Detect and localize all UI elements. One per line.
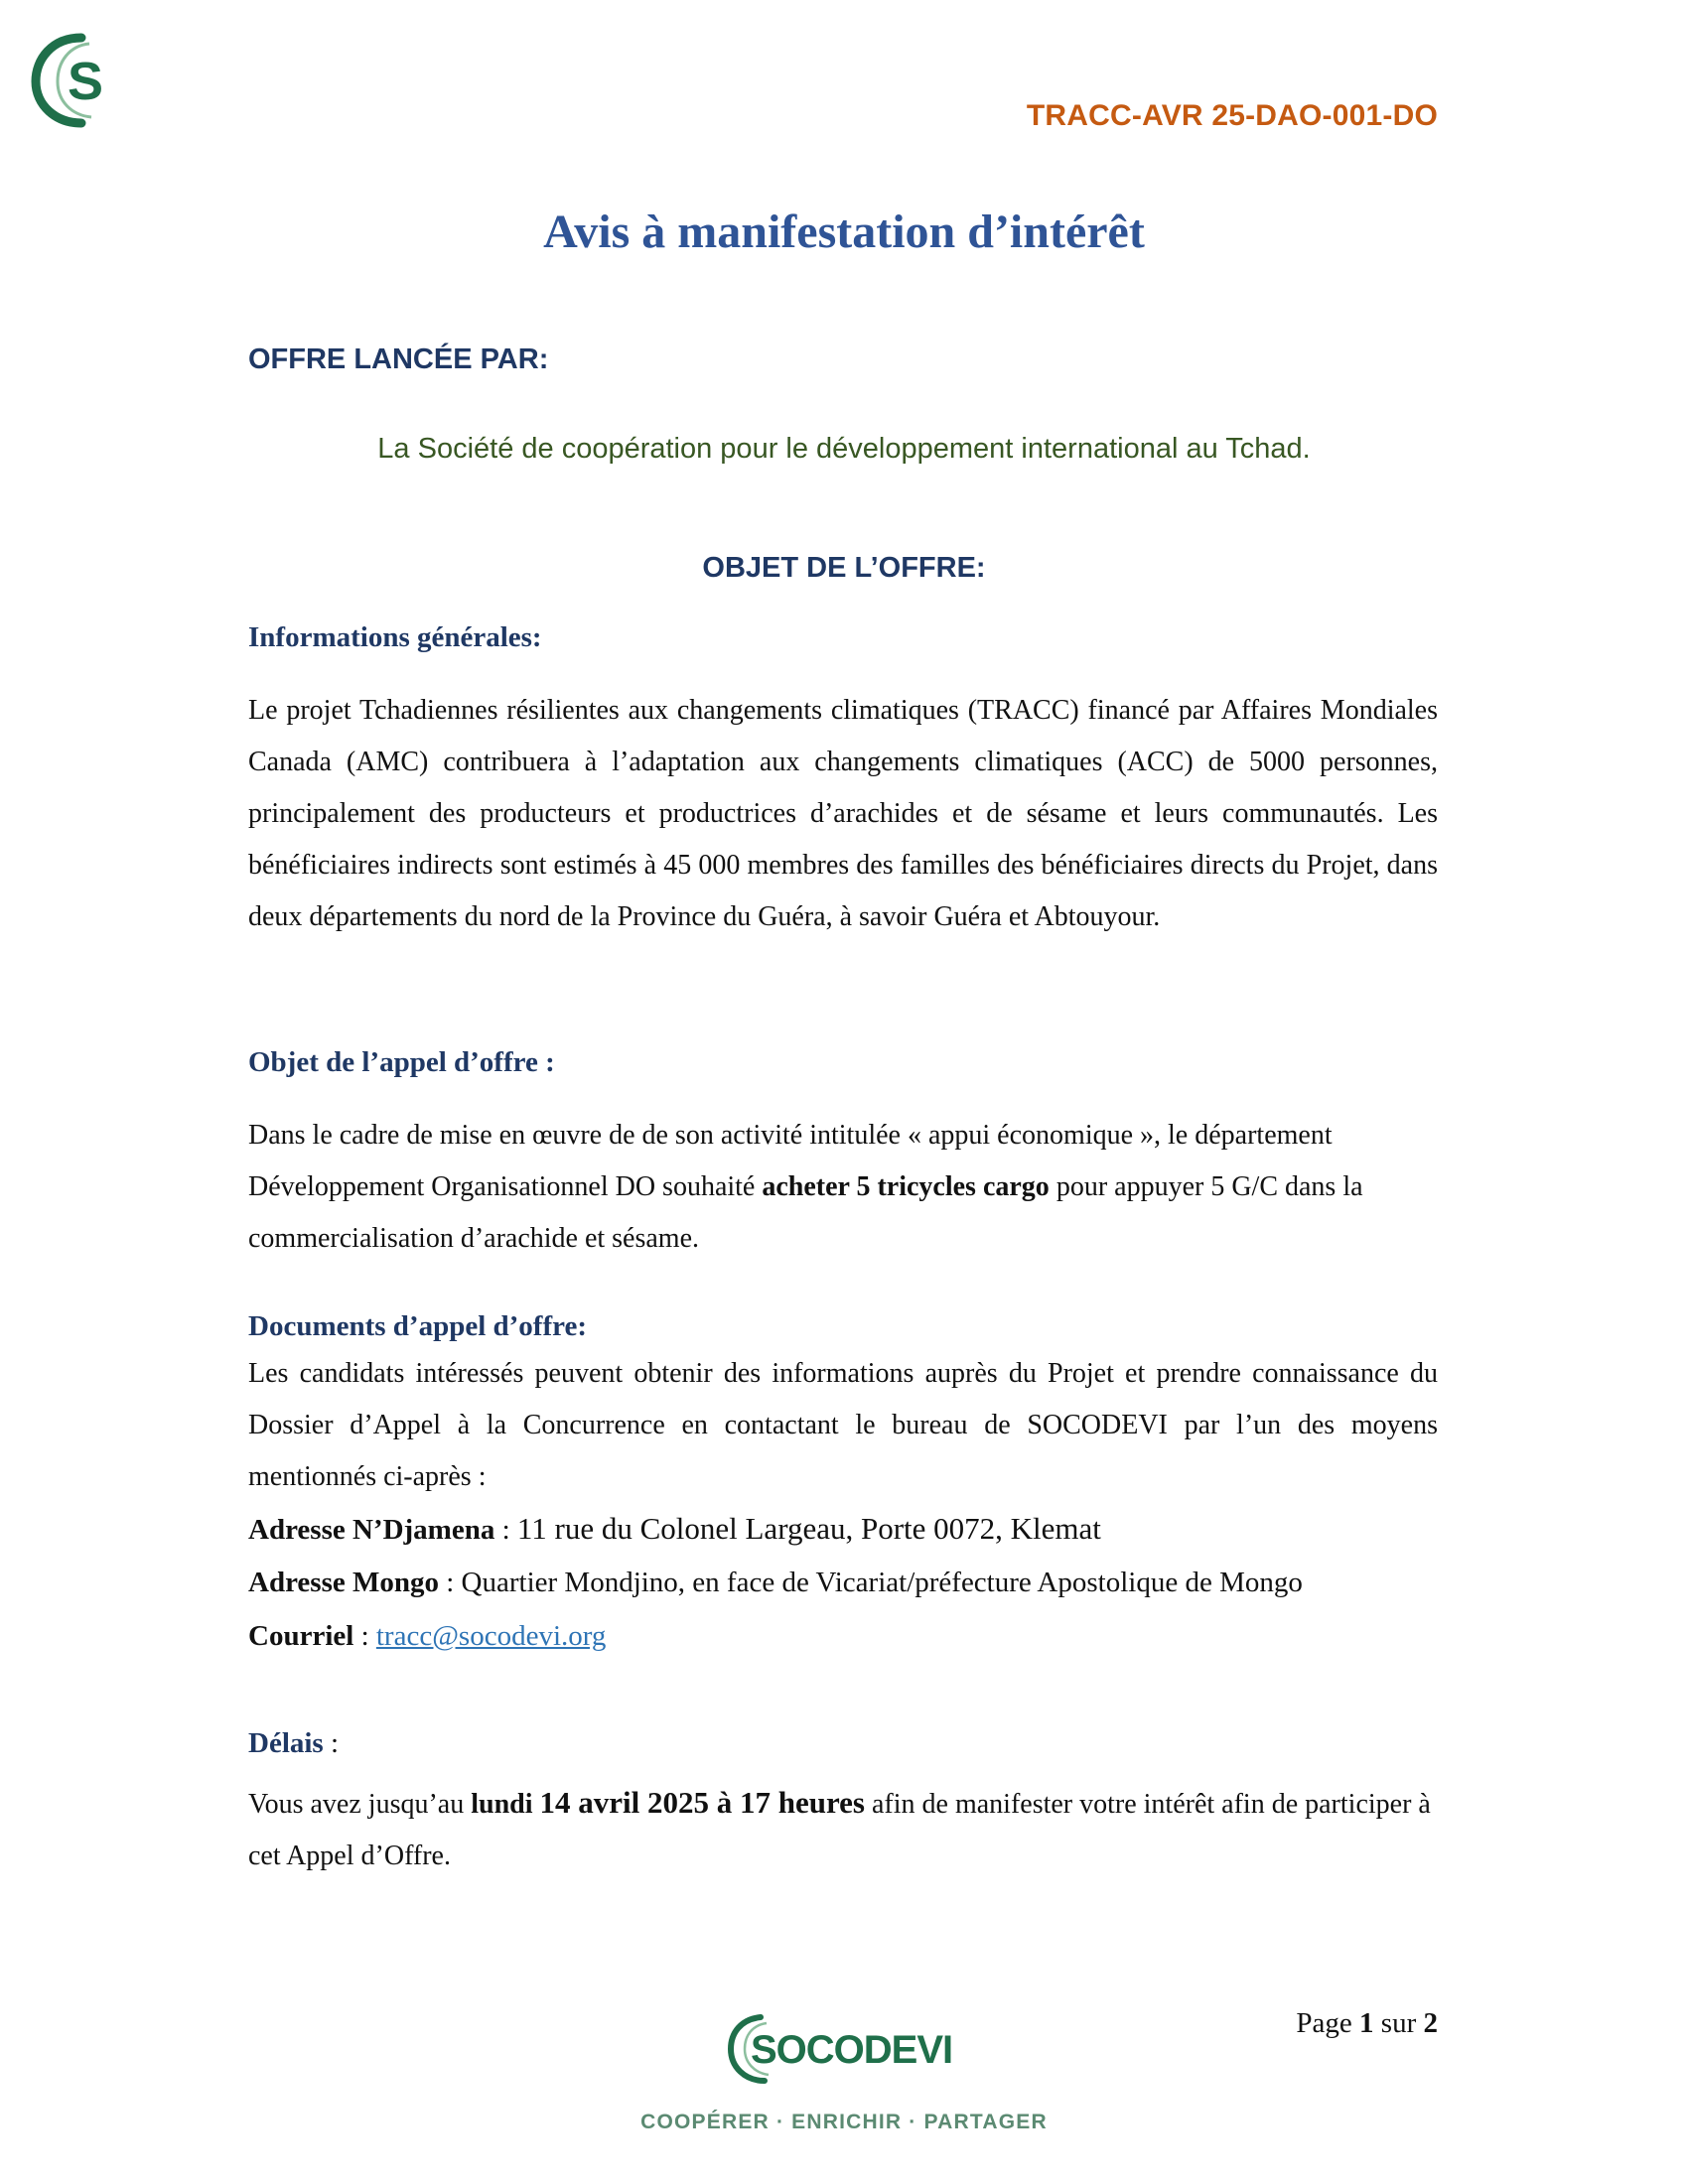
organization-name: La Société de coopération pour le développement international au Tchad. bbox=[377, 433, 1311, 465]
email-contact bbox=[248, 1620, 606, 1653]
email-link[interactable]: tracc@socodevi.org bbox=[375, 1620, 607, 1652]
general-info-heading: Informations générales: bbox=[248, 621, 542, 653]
footer-logo-text: SOCODEVI bbox=[751, 2028, 953, 2072]
address-ndjamena bbox=[248, 1511, 1101, 1547]
socodevi-logo-icon bbox=[30, 30, 121, 129]
document-reference: TRACC-AVR 25-DAO-001-DO bbox=[1026, 99, 1438, 132]
address-mongo bbox=[248, 1567, 1303, 1599]
page-title: Avis à manifestation d’intérêt bbox=[543, 205, 1145, 258]
separator: : bbox=[438, 1567, 462, 1598]
documents-paragraph: Les candidats intéressés peuvent obtenir des informations auprès du Projet et prendre connaissance du Dossier d’Appel à la Concurrence en contactant le bureau de SOCODEVI par l’un des moyens mentionnés ci-après : bbox=[248, 1358, 1438, 1492]
socodevi-footer-logo-icon bbox=[725, 2009, 963, 2089]
documents-heading: Documents d’appel d’offre: bbox=[248, 1310, 587, 1342]
deadline-day: lundi bbox=[471, 1789, 540, 1820]
deadline-heading-text: Délais bbox=[248, 1727, 324, 1759]
address-ndjamena-label: Adresse N’Djamena bbox=[248, 1514, 495, 1546]
page-number bbox=[1296, 2007, 1438, 2040]
page-total: 2 bbox=[1423, 2007, 1438, 2039]
deadline-paragraph bbox=[248, 1777, 1438, 1882]
deadline-heading bbox=[248, 1727, 339, 1760]
separator: : bbox=[353, 1620, 376, 1652]
tender-object-highlight: acheter 5 tricycles cargo bbox=[762, 1171, 1050, 1202]
offer-by-heading: OFFRE LANCÉE PAR: bbox=[248, 343, 549, 375]
tender-object-heading: Objet de l’appel d’offre : bbox=[248, 1046, 555, 1078]
address-ndjamena-value: 11 rue du Colonel Largeau, Porte 0072, Klemat bbox=[516, 1511, 1101, 1546]
tender-object-text-after: pour appuyer 5 G/C dans la commercialisation d’arachide et sésame. bbox=[248, 1171, 1363, 1254]
email-label: Courriel bbox=[248, 1620, 354, 1652]
tender-object-text-before: Dans le cadre de mise en œuvre de de son activité intitulée « appui économique », le département Développement Organisationnel DO souhaité bbox=[248, 1120, 1333, 1202]
deadline-text-before: Vous avez jusqu’au bbox=[248, 1789, 472, 1820]
page-of: sur bbox=[1373, 2007, 1424, 2039]
object-heading: OBJET DE L’OFFRE: bbox=[702, 552, 986, 584]
tender-object-paragraph bbox=[248, 1110, 1438, 1265]
page-word: Page bbox=[1296, 2007, 1360, 2039]
page-current: 1 bbox=[1359, 2007, 1374, 2039]
separator: : bbox=[494, 1514, 517, 1546]
footer-tagline: COOPÉRER · ENRICHIR · PARTAGER bbox=[640, 2111, 1048, 2133]
deadline-date: 14 avril 2025 à 17 heures bbox=[539, 1785, 865, 1820]
address-mongo-value: Quartier Mondjino, en face de Vicariat/préfecture Apostolique de Mongo bbox=[461, 1567, 1303, 1598]
address-mongo-label: Adresse Mongo bbox=[248, 1567, 439, 1598]
general-info-paragraph: Le projet Tchadiennes résilientes aux changements climatiques (TRACC) financé par Affaires Mondiales Canada (AMC) contribuera à l’adaptation aux changements climatiques (ACC) de 5000 personnes, principalement des producteurs et productrices d’arachides et de sésame et leurs communautés. Les bénéficiaires indirects sont estimés à 45 000 membres des familles des bénéficiaires directs du Projet, dans deux départements du nord de la Province du Guéra, à savoir Guéra et Abtouyour. bbox=[248, 695, 1438, 932]
logo-letter: S bbox=[67, 52, 104, 111]
deadline-heading-suffix: : bbox=[323, 1727, 340, 1759]
deadline-text-after: afin de manifester votre intérêt afin de participer à cet Appel d’Offre. bbox=[248, 1789, 1431, 1871]
